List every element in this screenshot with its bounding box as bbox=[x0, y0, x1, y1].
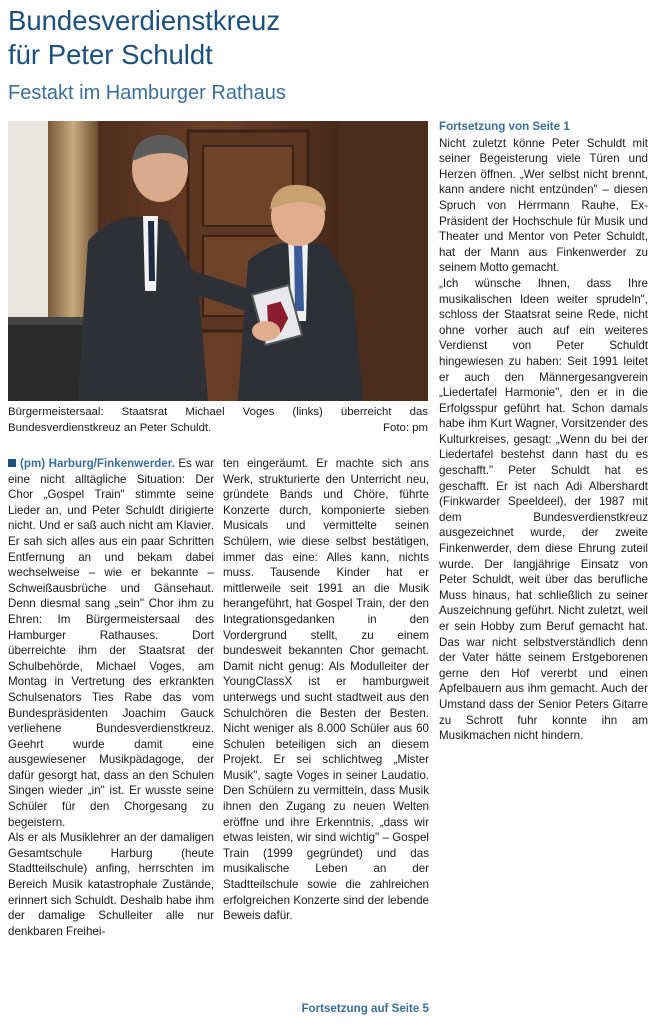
square-bullet-icon bbox=[8, 459, 16, 467]
article-lead-paragraph bbox=[8, 456, 214, 830]
article-paragraph: „Ich wünsche Ihnen, dass Ihre musikalischen Ideen weiter sprudeln", schloss der Staatsrat seine Rede, nicht ohne vorher auch auf ein weiteres Verdienst von Peter Schuldt hingewiesen zu haben: Seit 1991 leitet er auch den Männergesangverein „Liedertafel Harmonie", den er in die Erfolgsspur geführt hat. Schon damals habe ihm Kurt Wagner, Vorsitzender des Kulturkreises, gesagt: „Wenn du bei der Liedertafel bestehst dann hast du es geschafft." Peter Schuldt hat es geschafft. Er ist nach Adi Albershardt (Finkwarder Speeldeel), der 1987 mit dem Bundesverdienstkreuz ausgezeichnet wurde, der zweite Finkenwerder, dem diese Ehrung zuteil wurde. Der langjährige Einsatz von Peter Schuldt, weit über das berufliche Muss hinaus, hat schließlich zu seiner Auszeichnung geführt. Nicht zuletzt, weil er sein Hobby zum Beruf gemacht hat. Das war nicht selbstverständlich denn der Vater hätte seinem Erstgeborenen gerne den Hof vererbt und einen Apfelbauern aus ihm gemacht. Auch der Umstand dass der Senior Peters Gitarre zu Schrott fuhr konnte ihn am Musikmachen nicht hindern. bbox=[439, 276, 648, 743]
award-photo bbox=[8, 121, 428, 401]
dateline: (pm) Harburg/Finkenwerder. bbox=[20, 457, 175, 470]
headline-line-2: für Peter Schuldt bbox=[8, 39, 213, 70]
photo-caption: Bürgermeistersaal: Staatsrat Michael Voges (links) überreicht das Bundesverdienstkreuz an Peter Schuldt. bbox=[8, 406, 428, 434]
award-ceremony-illustration bbox=[8, 121, 428, 401]
subheadline: Festakt im Hamburger Rathaus bbox=[8, 82, 286, 104]
headline-line-1: Bundesverdienstkreuz bbox=[8, 5, 281, 36]
article-column-3 bbox=[439, 119, 648, 744]
article-paragraph: Nicht zuletzt könne Peter Schuldt mit seiner Begeisterung viele Türen und Herzen öffnen. „Wer selbst nicht brennt, kann andere nicht entzünden" – diesen Spruch von Herrmann Rauhe, Ex-Präsident der Hochschule für Musik und Theater und Mentor von Peter Schuldt, hat der Mann aus Finkenwerder zu seinem Motto gemacht. bbox=[439, 136, 648, 275]
article-column-1 bbox=[8, 456, 214, 939]
headline bbox=[8, 4, 448, 72]
paragraph-text: Es war eine nicht alltägliche Situation: Der Chor „Gospel Train" stimmte seine Lieder an, und Peter Schuldt dirigierte nicht. Und er saß auch nicht am Klavier. Er sah sich alles aus ein paar Schritten Entfernung an und bekam dabei wechselweise – wie er bekannte – Schweißausbrüche und Gänsehaut. Denn diesmal sang „sein" Chor ihm zu Ehren: Im Bürgermeistersaal des Hamburger Rathauses. Dort überreichte ihm der Staatsrat der Schulbehörde, Michael Voges, am Montag in Vertretung des erkrankten Schulsenators Ties Rabe das vom Bundespräsidenten Joachim Gauck verliehene Bundesverdienstkreuz. Geehrt wurde damit eine ausgewiesener Musikpädagoge, der dafür gesorgt hat, dass an den Schulen Singen wieder „in" ist. Er wusste seine Schüler für den Chorgesang zu begeistern. bbox=[8, 457, 214, 829]
continued-on-link: Fortsetzung auf Seite 5 bbox=[301, 1002, 429, 1015]
article-paragraph: Als er als Musiklehrer an der damaligen Gesamtschule Harburg (heute Stadtteilschule) anfing, herrschten im Bereich Musik katastrophale Zustände, erinnert sich Schuldt. Deshalb habe ihm der damalige Schulleiter alle nur denkbaren Freihei- bbox=[8, 831, 214, 938]
article-column-2 bbox=[223, 456, 429, 924]
article-paragraph: ten eingeräumt. Er machte sich ans Werk, strukturierte den Unterricht neu, gründete Bands und Chöre, führte Konzerte durch, komponierte sieben Musicals und vermittelte seinen Schülern, wie diese selbst bestätigen, immer das eine: Alles kann, nichts muss. Tausende Kinder hat er mittlerweile seit 1991 an die Musik herangeführt, hat Gospel Train, der den Integrationsgedanken in den Vordergrund stellt, zu einem bundesweit bekannten Chor gemacht. Damit nicht genug: Als Modulleiter der YoungClassX ist er hamburgweit unterwegs und sucht stadtweit aus den Schulchören die Besten der Besten. Nicht weniger als 8.000 Schüler aus 60 Schulen beteiligen sich an diesem Projekt. Er sei schlichtweg „Mister Musik", sagte Voges in seiner Laudatio. Den Schülern zu vermitteln, dass Musik ihnen den Zugang zu neuen Welten eröffne und ihre Erkenntnis, „dass wir etwas leisten, wir sind wichtig" – Gospel Train (1999 gegründet) und das musikalische Leben an der Stadtteilschule sowie die zahlreichen erfolgreichen Konzerte sind der lebende Beweis dafür. bbox=[223, 457, 429, 923]
continued-from-label: Fortsetzung von Seite 1 bbox=[439, 120, 570, 133]
photo-credit: Foto: pm bbox=[383, 422, 428, 434]
